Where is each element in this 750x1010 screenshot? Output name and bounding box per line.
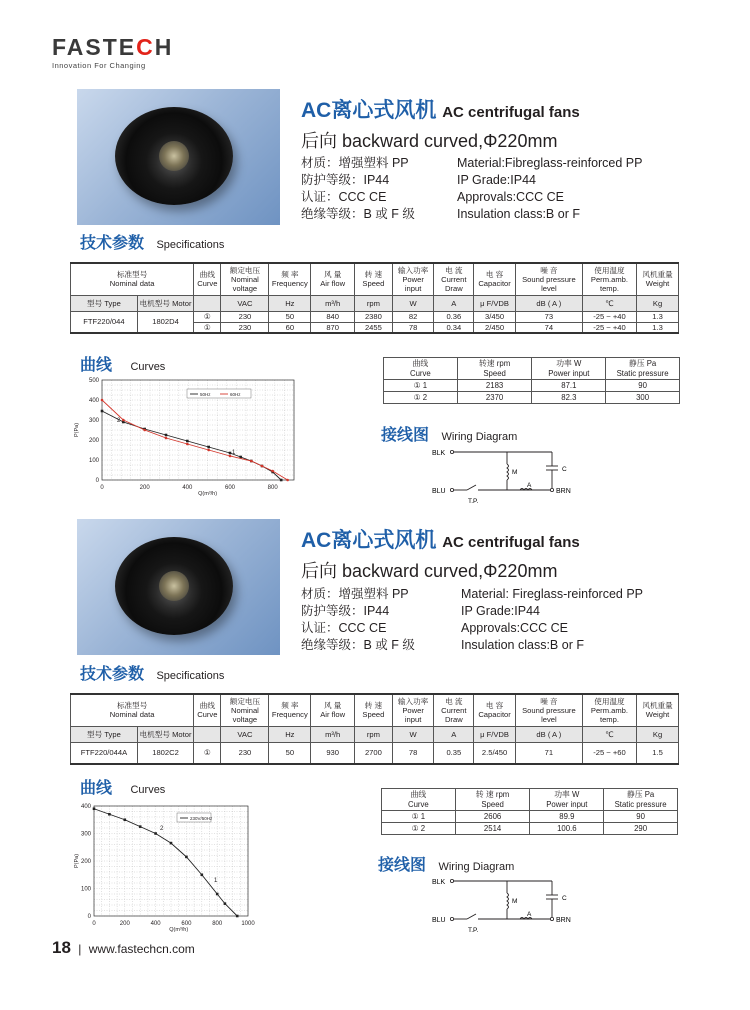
table-cell: 2514: [455, 823, 530, 835]
unit-cell: μ F/VDB: [474, 726, 516, 742]
col-header: 转 速 Speed: [355, 263, 393, 295]
wire-label-brn: BRN: [556, 488, 571, 495]
data-point: [139, 825, 142, 828]
unit-cell: A: [434, 726, 474, 742]
y-tick-label: 0: [95, 478, 99, 484]
table-cell: 60: [269, 322, 311, 333]
table-cell: 1.5: [637, 742, 679, 764]
y-tick-label: 200: [80, 859, 91, 865]
table-cell: ①: [194, 322, 221, 333]
logo-tagline: Innovation For Changing: [52, 61, 146, 70]
aux-winding-label: A: [527, 482, 532, 489]
col-header: 额定电压 Nominal voltage: [221, 263, 269, 295]
table-cell: 3/450: [474, 311, 516, 322]
col-header: 电 容 Capacitor: [474, 263, 516, 295]
y-tick-label: 300: [88, 418, 99, 424]
capacitor-label: C: [562, 895, 567, 902]
table-cell: 74: [515, 322, 582, 333]
legend-label: 50Hz: [200, 392, 211, 397]
nominal-header: 标准型号 Nominal data: [71, 694, 194, 726]
table-cell: 930: [311, 742, 355, 764]
thermal-protector-label: T.P.: [468, 927, 479, 934]
series-line: [94, 809, 237, 916]
col-header: 输入功率 Power input: [392, 263, 434, 295]
col-header: 静压 Pa Static pressure: [606, 358, 680, 380]
legend-label: 230V/50Hz: [190, 816, 213, 821]
spec-item: 材质：增强塑料 PP: [301, 156, 409, 170]
product-photo: [77, 519, 280, 655]
data-point: [286, 479, 289, 482]
x-tick-label: 400: [182, 485, 193, 491]
spec-item: 材质：增强塑料 PP: [301, 587, 409, 601]
table-cell: ① 1: [382, 811, 456, 823]
table-cell: ①: [194, 311, 221, 322]
col-header: 风机重量 Weight: [637, 263, 679, 295]
product-subtitle: 后向 backward curved,Φ220mm: [301, 561, 558, 581]
y-tick-label: 400: [88, 398, 99, 404]
col-header: 使用温度 Perm.amb. temp.: [582, 694, 636, 726]
x-tick-label: 200: [139, 485, 150, 491]
table-cell: 73: [515, 311, 582, 322]
section-heading-wiring: 接线图 Wiring Diagram: [378, 857, 515, 874]
table-cell: 82.3: [532, 392, 606, 404]
table-cell: -25 ~ +40: [582, 322, 636, 333]
unit-cell: μ F/VDB: [474, 295, 516, 311]
unit-cell: Hz: [269, 726, 311, 742]
table-cell: ① 2: [384, 392, 458, 404]
spec-item: Material: Fireglass-reinforced PP: [461, 587, 644, 601]
unit-cell: m³/h: [311, 726, 355, 742]
col-header: 输入功率 Power input: [392, 694, 434, 726]
table-cell: 840: [311, 311, 355, 322]
table-cell: 1.3: [637, 311, 679, 322]
col-header: 转 速 rpm Speed: [455, 789, 530, 811]
wiring-diagram: [432, 444, 582, 506]
col-header: 电 流 Current Draw: [434, 263, 474, 295]
website-link[interactable]: www.fastechcn.com: [88, 942, 195, 956]
performance-table: [381, 788, 678, 835]
spec-item: IP Grade:IP44: [457, 173, 536, 187]
col-header: 额定电压 Nominal voltage: [221, 694, 269, 726]
data-point: [124, 818, 127, 821]
data-point: [186, 443, 189, 446]
col-header: 曲线 Curve: [194, 263, 221, 295]
type-label: 型号 Type: [71, 295, 138, 311]
col-header: 曲线 Curve: [194, 694, 221, 726]
table-cell: ①: [194, 742, 221, 764]
thermal-protector-label: T.P.: [468, 498, 479, 505]
table-cell: 2380: [355, 311, 393, 322]
unit-cell: Kg: [637, 295, 679, 311]
x-tick-label: 800: [212, 921, 223, 927]
table-cell: 230: [221, 322, 269, 333]
spec-list-en: [457, 155, 643, 223]
unit-cell: [194, 295, 221, 311]
table-cell: 71: [515, 742, 582, 764]
product-photo: [77, 89, 280, 225]
unit-cell: W: [392, 726, 434, 742]
wire-label-blu: BLU: [432, 488, 446, 495]
table-cell: 300: [606, 392, 680, 404]
unit-cell: Kg: [637, 726, 679, 742]
table-cell: 90: [604, 811, 678, 823]
fan-image: [115, 537, 233, 635]
motor-label: 电机型号 Motor: [137, 295, 193, 311]
product-title: AC离心式风机 AC centrifugal fans: [301, 99, 580, 122]
x-tick-label: 200: [119, 921, 130, 927]
spec-item: 认证：CCC CE: [301, 621, 387, 635]
y-tick-label: 0: [87, 914, 91, 920]
table-row: [382, 811, 678, 823]
table-cell: 100.6: [530, 823, 604, 835]
table-cell: -25 ~ +40: [582, 311, 636, 322]
unit-cell: W: [392, 295, 434, 311]
section-heading-specs: 技术参数 Specifications: [80, 666, 225, 683]
y-tick-label: 300: [80, 831, 91, 838]
table-cell: 0.34: [434, 322, 474, 333]
spec-item: Approvals:CCC CE: [461, 621, 568, 635]
data-point: [229, 455, 232, 458]
spec-item: 防护等级：IP44: [301, 604, 390, 618]
data-point: [154, 832, 157, 835]
section-heading-specs: 技术参数 Specifications: [80, 235, 225, 252]
data-point: [216, 893, 219, 896]
brand-logo: [52, 34, 174, 74]
data-point: [170, 842, 173, 845]
data-point: [280, 479, 283, 482]
wiring-diagram: [432, 873, 582, 935]
x-tick-label: 400: [150, 921, 161, 927]
col-header: 转速 rpm Speed: [457, 358, 532, 380]
fan-image: [115, 107, 233, 205]
col-header: 功率 W Power input: [530, 789, 604, 811]
col-header: 风 量 Air flow: [311, 694, 355, 726]
table-row: [384, 392, 680, 404]
x-tick-label: 1000: [241, 921, 255, 927]
pq-curve-chart: [72, 374, 302, 498]
table-cell: 2183: [457, 380, 532, 392]
spec-item: 认证：CCC CE: [301, 190, 387, 204]
motor-cell: 1802D4: [137, 311, 193, 333]
data-point: [201, 873, 204, 876]
table-cell: 2370: [457, 392, 532, 404]
data-point: [165, 434, 168, 437]
data-point: [261, 465, 264, 468]
data-point: [101, 399, 104, 402]
table-cell: 1.3: [637, 322, 679, 333]
motor-cell: 1802C2: [137, 742, 193, 764]
table-cell: 0.35: [434, 742, 474, 764]
spec-item: 防护等级：IP44: [301, 173, 390, 187]
table-cell: 89.9: [530, 811, 604, 823]
col-header: 转 速 Speed: [355, 694, 393, 726]
data-point: [236, 915, 239, 918]
col-header: 曲线 Curve: [384, 358, 458, 380]
table-cell: 87.1: [532, 380, 606, 392]
table-cell: 2606: [455, 811, 530, 823]
col-header: 曲线 Curve: [382, 789, 456, 811]
table-row: [71, 311, 679, 322]
data-point: [108, 813, 111, 816]
spec-list-en: [461, 586, 643, 654]
y-tick-label: 500: [88, 378, 99, 384]
x-tick-label: 600: [181, 921, 192, 927]
product-title: AC离心式风机 AC centrifugal fans: [301, 529, 580, 552]
unit-cell: m³/h: [311, 295, 355, 311]
logo-wordmark: FASTECH: [52, 34, 174, 60]
motor-label: 电机型号 Motor: [137, 726, 193, 742]
spec-item: 绝缘等级：B 或 F 级: [301, 638, 415, 652]
nominal-header: 标准型号 Nominal data: [71, 263, 194, 295]
wire-label-blk: BLK: [432, 879, 446, 886]
data-point: [143, 429, 146, 432]
table-cell: 2/450: [474, 322, 516, 333]
unit-cell: rpm: [355, 295, 393, 311]
table-cell: 230: [221, 311, 269, 322]
legend-box: [187, 389, 251, 398]
spec-table: [70, 262, 679, 334]
col-header: 风机重量 Weight: [637, 694, 679, 726]
data-point: [250, 460, 253, 463]
x-tick-label: 600: [224, 485, 236, 491]
unit-cell: rpm: [355, 726, 393, 742]
table-cell: 2.5/450: [474, 742, 516, 764]
capacitor-label: C: [562, 466, 567, 473]
table-row: [71, 742, 679, 764]
table-cell: 50: [269, 742, 311, 764]
x-tick-label: 0: [100, 485, 104, 491]
unit-cell: A: [434, 295, 474, 311]
col-header: 使用温度 Perm.amb. temp.: [582, 263, 636, 295]
data-point: [224, 902, 227, 905]
x-tick-label: 800: [267, 485, 278, 491]
x-tick-label: 0: [92, 921, 96, 927]
y-tick-label: 100: [88, 458, 99, 464]
data-point: [165, 437, 168, 440]
section-heading-curves: 曲线 Curves: [80, 780, 166, 797]
page-number: 18: [52, 938, 71, 957]
table-cell: 0.36: [434, 311, 474, 322]
col-header: 风 量 Air flow: [311, 263, 355, 295]
data-point: [271, 470, 274, 473]
spec-item: Insulation class:B or F: [457, 207, 580, 221]
spec-item: Material:Fibreglass-reinforced PP: [457, 156, 643, 170]
y-axis-label: P(Pa): [74, 422, 80, 438]
legend-label: 60Hz: [230, 392, 241, 397]
table-cell: 78: [392, 322, 434, 333]
data-point: [101, 410, 104, 413]
col-header: 静压 Pa Static pressure: [604, 789, 678, 811]
unit-cell: dB ( A ): [515, 726, 582, 742]
spec-list-cn: [301, 586, 415, 654]
spec-list-cn: [301, 155, 415, 223]
col-header: 频 率 Frequency: [269, 694, 311, 726]
wire-label-blu: BLU: [432, 917, 446, 924]
unit-cell: [194, 726, 221, 742]
data-point: [93, 807, 96, 810]
aux-winding-label: A: [527, 911, 532, 918]
y-tick-label: 100: [80, 886, 91, 893]
unit-cell: ℃: [582, 726, 636, 742]
col-header: 噪 音 Sound pressure level: [515, 263, 582, 295]
data-point: [207, 446, 210, 449]
data-point: [207, 449, 210, 452]
motor-label: M: [512, 898, 518, 905]
col-header: 功率 W Power input: [532, 358, 606, 380]
y-tick-label: 200: [88, 438, 99, 444]
data-point: [229, 452, 232, 455]
unit-cell: dB ( A ): [515, 295, 582, 311]
table-cell: 870: [311, 322, 355, 333]
spec-item: Insulation class:B or F: [461, 638, 584, 652]
curve-point-label: 2: [117, 418, 121, 424]
table-cell: 90: [606, 380, 680, 392]
spec-item: IP Grade:IP44: [461, 604, 540, 618]
table-row: [382, 823, 678, 835]
x-axis-label: Q(m³/h): [198, 491, 218, 497]
motor-label: M: [512, 469, 518, 476]
section-heading-curves: 曲线 Curves: [80, 357, 166, 374]
product-subtitle: 后向 backward curved,Φ220mm: [301, 131, 558, 151]
spec-item: Approvals:CCC CE: [457, 190, 564, 204]
unit-cell: VAC: [221, 295, 269, 311]
table-cell: 290: [604, 823, 678, 835]
table-cell: ① 1: [384, 380, 458, 392]
spec-item: 绝缘等级：B 或 F 级: [301, 207, 415, 221]
section-heading-wiring: 接线图 Wiring Diagram: [381, 427, 518, 444]
table-row: [384, 380, 680, 392]
table-cell: 230: [221, 742, 269, 764]
data-point: [186, 440, 189, 443]
table-cell: 78: [392, 742, 434, 764]
col-header: 电 容 Capacitor: [474, 694, 516, 726]
col-header: 电 流 Current Draw: [434, 694, 474, 726]
table-cell: 2455: [355, 322, 393, 333]
curve-point-label: 2: [160, 826, 164, 832]
page-footer: 18 | www.fastechcn.com: [52, 938, 195, 957]
curve-point-label: 1: [232, 450, 236, 456]
y-axis-label: P(Pa): [74, 853, 80, 869]
type-cell: FTF220/044A: [71, 742, 138, 764]
table-cell: 82: [392, 311, 434, 322]
type-cell: FTF220/044: [71, 311, 138, 333]
spec-table: [70, 693, 679, 765]
col-header: 噪 音 Sound pressure level: [515, 694, 582, 726]
y-tick-label: 400: [80, 804, 91, 810]
x-axis-label: Q(m³/h): [169, 927, 189, 932]
col-header: 频 率 Frequency: [269, 263, 311, 295]
unit-cell: ℃: [582, 295, 636, 311]
wire-label-blk: BLK: [432, 450, 446, 457]
data-point: [122, 419, 125, 422]
unit-cell: Hz: [269, 295, 311, 311]
table-cell: -25 ~ +60: [582, 742, 636, 764]
pq-curve-chart: [72, 800, 272, 932]
performance-table: [383, 357, 680, 404]
type-label: 型号 Type: [71, 726, 138, 742]
unit-cell: VAC: [221, 726, 269, 742]
data-point: [185, 856, 188, 859]
curve-point-label: 1: [214, 878, 218, 884]
table-cell: 2700: [355, 742, 393, 764]
wire-label-brn: BRN: [556, 917, 571, 924]
table-cell: 50: [269, 311, 311, 322]
table-cell: ① 2: [382, 823, 456, 835]
